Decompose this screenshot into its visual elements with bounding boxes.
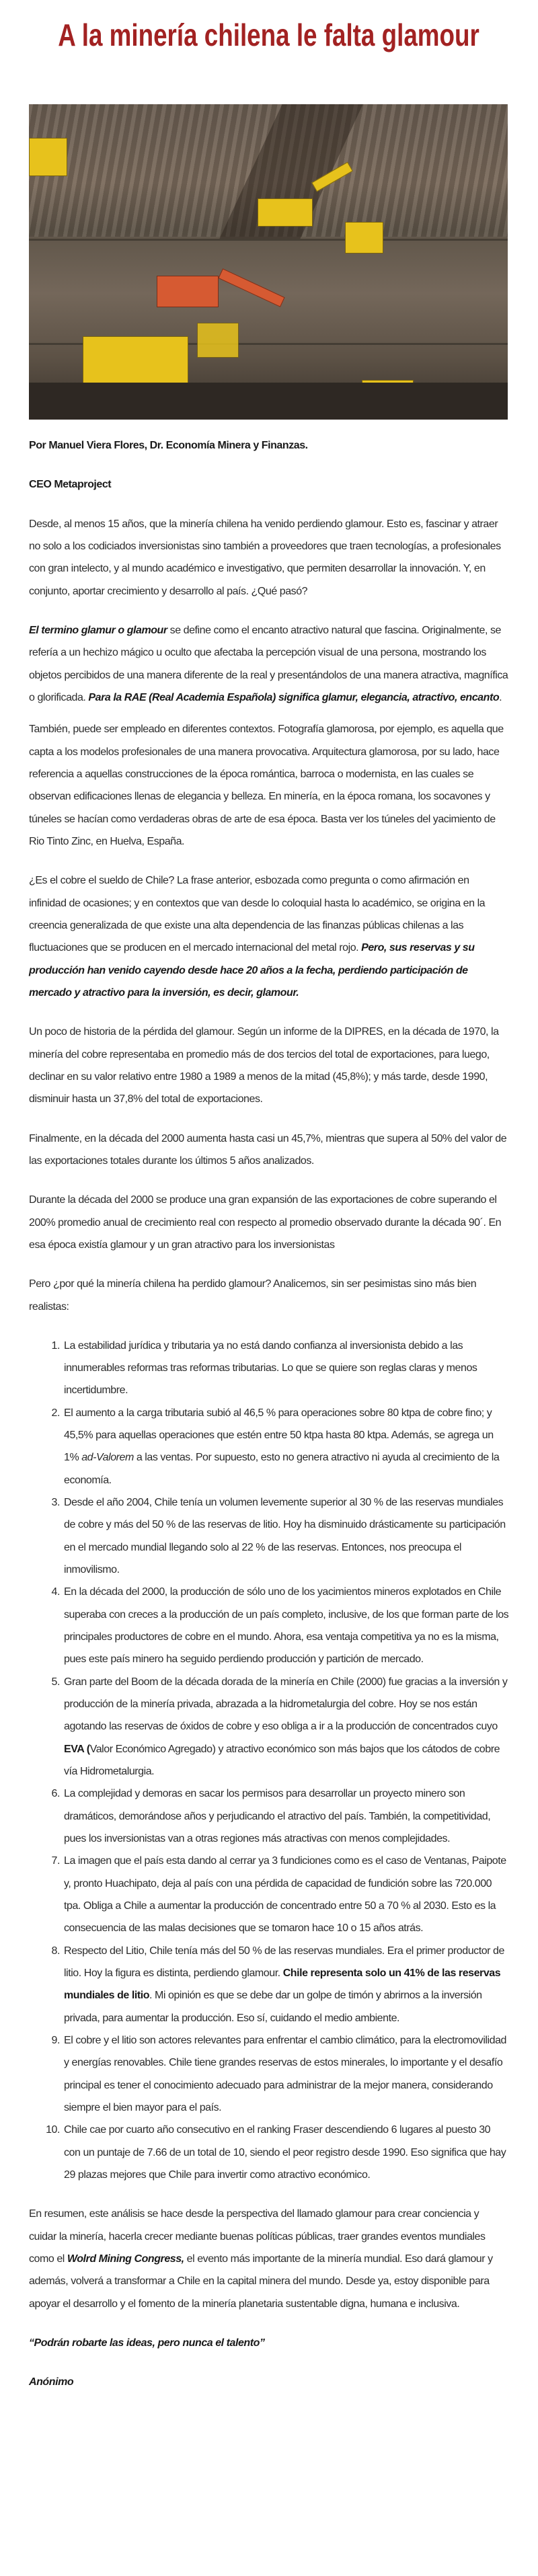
emphasis: Pero, sus reservas y su producción han venido cayendo desde hace 20 años a la fecha, perdiendo participación de mercado y atractivo para la inversión, es decir, glamour. xyxy=(29,942,475,999)
truck-icon xyxy=(345,222,383,253)
byline: Por Manuel Viera Flores, Dr. Economía Minera y Finanzas. xyxy=(29,440,308,451)
closing-quote: “Podrán robarte las ideas, pero nunca el talento” xyxy=(29,2337,265,2349)
paragraph xyxy=(29,869,509,1004)
emphasis: ad-Valorem xyxy=(81,1452,134,1464)
paragraph: También, puede ser empleado en diferentes contextos. Fotografía glamorosa, por ejemplo, es aquella que capta a los modelos profesionales de una manera provocativa. Arquitectura glamorosa, por su lado, hace referencia a aquellas construcciones de la época romántica, barroca o modernista, en las cuales se observan edificaciones llenas de elegancia y belleza. En minería, en la época romana, los socavones y túneles se hacían como verdaderas obras de arte de esa época. Basta ver los túneles del yacimiento de Rio Tinto Zinc, en Huelva, España. xyxy=(29,724,504,847)
list-item xyxy=(63,1940,509,2029)
paragraph: Desde, al menos 15 años, que la minería chilena ha venido perdiendo glamour. Esto es, fascinar y atraer no solo a los codiciados inversionistas sino también a proveedores que traen tecnologías, a profesionales con gran intelecto, y al mundo académico e investigativo, que permiten desarrollar la innovación. Y, en conjunto, aportar crecimiento y desarrollo al país. ¿Qué pasó? xyxy=(29,518,501,597)
list-item: 3. Desde el año 2004, Chile tenía un volumen levemente superior al 30 % de las reservas mundiales de cobre y más del 50 % de las reservas de litio. Hoy ha disminuido drásticamente su participación en el mercado mundial llegando solo al 22 % de las reservas. Entonces, nos preocupa el inmovilismo. xyxy=(63,1491,509,1581)
paragraph: Durante la década del 2000 se produce una gran expansión de las exportaciones de cobre superando el 200% promedio anual de crecimiento real con respecto al promedio observado durante la década 90´. En esa época existía glamour y un gran atractivo para los inversionistas xyxy=(29,1194,502,1251)
article-title-text: A la minería chilena le falta glamour xyxy=(58,17,480,52)
list-item: 6. La complejidad y demoras en sacar los permisos para desarrollar un proyecto minero son dramáticos, demorándose años y perjudicando el atractivo del país. También, la competitividad, pues los inversionistas van a otras regiones más atractivas con menos complejidades. xyxy=(63,1783,509,1850)
author-role: CEO Metaproject xyxy=(29,479,112,491)
foreground-rocks xyxy=(29,383,508,420)
text: a las ventas. Por supuesto, esto no genera atractivo ni ayuda al crecimiento de la economía. xyxy=(64,1452,500,1486)
orange-excavator-icon xyxy=(157,276,219,307)
text: . xyxy=(499,691,502,703)
text: Valor Económico Agregado) y atractivo económico son más bajos que los cátodos de cobre vía Hidrometalurgia. xyxy=(64,1743,500,1778)
paragraph xyxy=(29,619,509,709)
text: El aumento a la carga tributaria subió al 46,5 % para operaciones sobre 80 ktpa de cobre fino; y 45,5% para aquellas operaciones que estén entre 50 ktpa hasta 80 ktpa. Además, se agrega un 1% xyxy=(64,1407,494,1464)
list-item: 10. Chile cae por cuarto año consecutivo en el ranking Fraser descendiendo 6 lugares al puesto 30 con un puntaje de 7.66 de un total de 10, siendo el peor registro desde 1990. Eso significa que hay 29 plazas mejores que Chile para invertir como atractivo económico. xyxy=(63,2119,509,2186)
quote-author: Anónimo xyxy=(29,2376,74,2388)
mining-photo xyxy=(29,104,508,420)
list-item xyxy=(63,1671,509,1783)
emphasis: Chile representa solo un 41% de las reservas mundiales de litio xyxy=(64,1967,501,2002)
text: En resumen, este análisis se hace desde la perspectiva del llamado glamour para crear conciencia y cuidar la minería, hacerla crecer mediante buenas políticas públicas, traer grandes eventos mundiales como el xyxy=(29,2208,486,2265)
text: . Mi opinión es que se debe dar un golpe de timón y abrirnos a la inversión privada, para aumentar la producción. Eso sí, cuidando el medio ambiente. xyxy=(64,1990,482,2024)
excavator-arm-icon xyxy=(218,268,284,307)
emphasis: El termino glamur o glamour xyxy=(29,624,167,636)
emphasis: Para la RAE (Real Academia Española) significa glamur, elegancia, atractivo, encanto xyxy=(88,691,500,703)
emphasis: Wolrd Mining Congress, xyxy=(67,2253,184,2265)
article-body xyxy=(29,434,509,2411)
paragraph: Un poco de historia de la pérdida del glamour. Según un informe de la DIPRES, en la década de 1970, la minería del cobre representaba en promedio más de dos tercios del total de exportaciones, para luego, declinar en su valor relativo entre 1980 a 1989 a menos de la mitad (45,8%); y más tarde, desde 1990, disminuir hasta un 37,8% del total de exportaciones. xyxy=(29,1026,499,1105)
paragraph: Pero ¿por qué la minería chilena ha perdido glamour? Analicemos, sin ser pesimistas sino más bien realistas: xyxy=(29,1278,477,1313)
text: ¿Es el cobre el sueldo de Chile? La frase anterior, esbozada como pregunta o como afirmación en infinidad de ocasiones; y en contextos que van desde lo coloquial hasta lo académico, se origina en la creencia generalizada de que existe una alta dependencia de las finanzas públicas chilenas a las fluctuaciones que se producen en el mercado internacional del metal rojo. xyxy=(29,875,486,954)
paragraph: Finalmente, en la década del 2000 aumenta hasta casi un 45,7%, mientras que supera al 50% del valor de las exportaciones totales durante los últimos 5 años analizados. xyxy=(29,1132,507,1167)
bench-line xyxy=(29,239,508,241)
article-title xyxy=(0,19,538,51)
text: el evento más importante de la minería mundial. Eso dará glamour y además, volverá a transformar a Chile en la capital minera del mundo. Desde ya, estoy disponible para apoyar el desarrollo y el fomento de la minería planetaria sustentable digna, humana e inclusiva. xyxy=(29,2253,493,2310)
emphasis: EVA ( xyxy=(64,1743,90,1755)
list-item xyxy=(63,1402,509,1491)
excavator-icon xyxy=(258,198,313,227)
list-item: 4. En la década del 2000, la producción de sólo uno de los yacimientos mineros explotados en Chile superaba con creces a la producción de un país completo, inclusive, de los que forman parte de los principales productores de cobre en el mundo. Ahora, esa ventaja competitiva ya no es la misma, pues este país minero ha seguido perdiendo producción y partición de mercado. xyxy=(63,1581,509,1670)
list-item: 9. El cobre y el litio son actores relevantes para enfrentar el cambio climático, para la electromovilidad y energías renovables. Chile tiene grandes reservas de estos minerales, lo importante y el desafío principal es tener el conocimiento adecuado para administrar de la mejor manera, considerando siempre el bien mayor para el país. xyxy=(63,2029,509,2119)
truck-icon xyxy=(197,323,239,358)
text: Respecto del Litio, Chile tenía más del 50 % de las reservas mundiales. Era el primer productor de litio. Hoy la figura es distinta, perdiendo glamour. xyxy=(64,1945,504,1980)
list-item: 1. La estabilidad jurídica y tributaria ya no está dando confianza al inversionista debido a las innumerables reformas tras reformas tributarias. Lo que se quiere son reglas claras y menos incertidumbre. xyxy=(63,1335,509,1402)
list-item: 7. La imagen que el país esta dando al cerrar ya 3 fundiciones como es el caso de Ventanas, Paipote y, pronto Huachipato, deja al país con una pérdida de capacidad de fundición sobre las 720.000 tpa. Obliga a Chile a aumentar la producción de concentrado entre 50 a 70 % al 2030. Esto es la consecuencia de las malas decisiones que se tomaron hace 10 o 15 años atrás. xyxy=(63,1850,509,1939)
reasons-list xyxy=(29,1335,509,2186)
summary-paragraph xyxy=(29,2203,509,2315)
truck-icon xyxy=(29,138,67,176)
text: se define como el encanto atractivo natural que fascina. Originalmente, se refería a un hechizo mágico u oculto que afectaba la percepción visual de una persona, mostrando los objetos percibidos de una manera diferente de la real y presentándolos de una manera atractiva, magnífica o glorificada. xyxy=(29,624,508,703)
text: Gran parte del Boom de la década dorada de la minería en Chile (2000) fue gracias a la inversión y producción de la minería privada, abrazada a la hidrometalurgia del cobre. Hoy se nos están agotando las reservas de óxidos de cobre y eso obliga a ir a la producción de concentrados cuyo xyxy=(64,1676,508,1733)
